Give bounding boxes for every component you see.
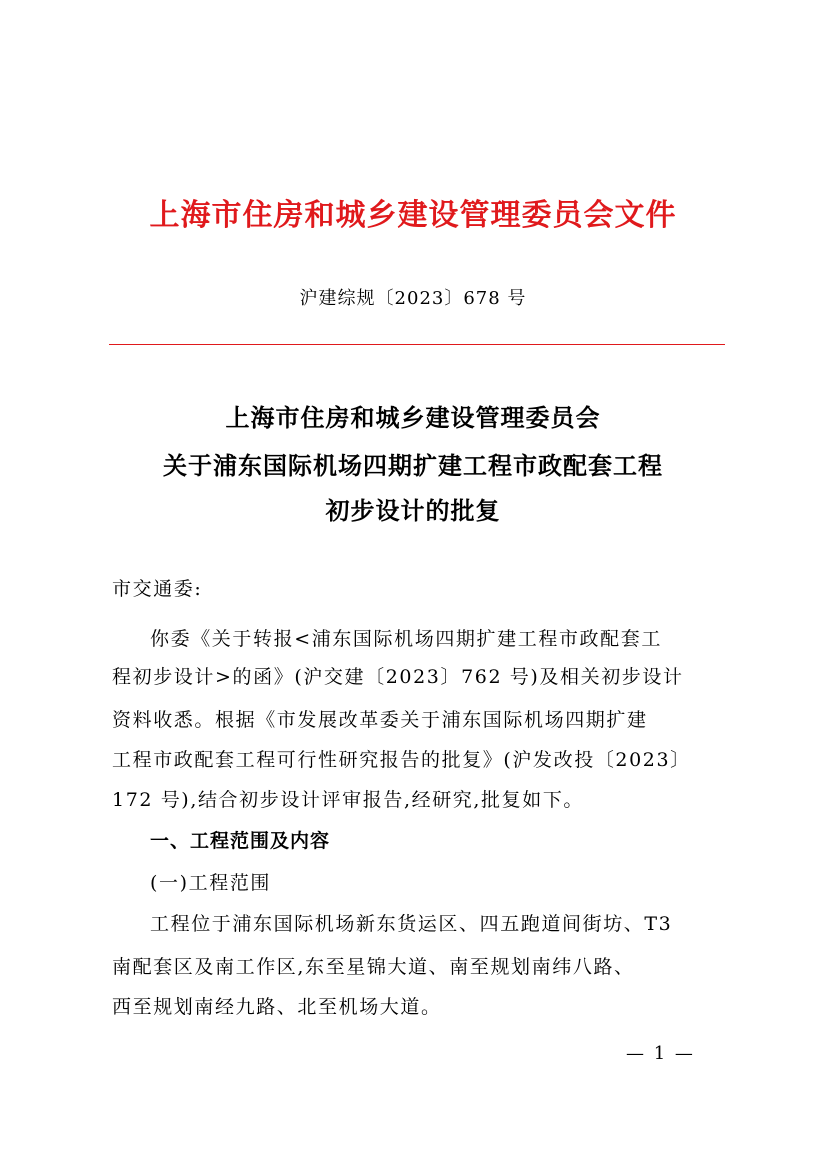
title-line-1: 上海市住房和城乡建设管理委员会	[225, 403, 601, 432]
para2-line-3: 西至规划南经九路、北至机场大道。	[112, 996, 442, 1018]
para1-line-5: 172 号),结合初步设计评审报告,经研究,批复如下。	[112, 789, 585, 811]
para2-line-2: 南配套区及南工作区,东至星锦大道、南至规划南纬八路、	[112, 956, 635, 978]
para1-line-3: 资料收悉。根据《市发展改革委关于浦东国际机场四期扩建	[112, 709, 648, 731]
para1-line-1: 你委《关于转报<浦东国际机场四期扩建工程市政配套工	[150, 628, 662, 650]
title-line-2: 关于浦东国际机场四期扩建工程市政配套工程	[163, 451, 663, 480]
red-divider	[109, 344, 725, 345]
salutation: 市交通委:	[112, 578, 203, 600]
page-number: — 1 —	[626, 1043, 695, 1064]
document-number: 沪建综规〔2023〕678 号	[299, 288, 527, 309]
para1-line-4: 工程市政配套工程可行性研究报告的批复》(沪发改投〔2023〕	[112, 749, 691, 771]
section-heading: 一、工程范围及内容	[150, 830, 331, 852]
para2-line-1: 工程位于浦东国际机场新东货运区、四五跑道间街坊、T3	[150, 913, 673, 935]
para1-line-2: 程初步设计>的函》(沪交建〔2023〕762 号)及相关初步设计	[112, 666, 684, 688]
subsection-heading: (一)工程范围	[150, 872, 272, 894]
issuer-header: 上海市住房和城乡建设管理委员会文件	[149, 198, 677, 233]
title-line-3: 初步设计的批复	[325, 496, 501, 525]
